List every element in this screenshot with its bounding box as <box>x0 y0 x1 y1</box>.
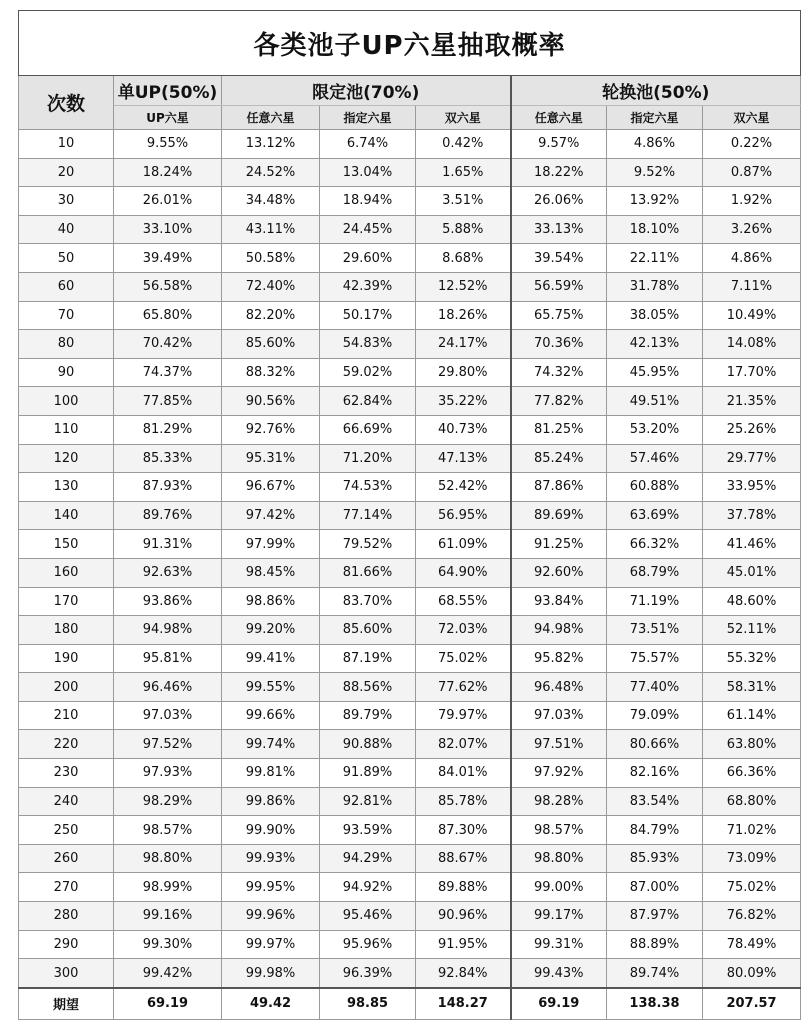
table-row <box>19 415 801 444</box>
probability-cell: 13.12% <box>222 130 320 159</box>
probability-cell: 98.57% <box>511 816 607 845</box>
probability-cell: 99.31% <box>511 930 607 959</box>
draw-count-cell: 280 <box>19 902 114 931</box>
probability-cell: 85.33% <box>114 444 222 473</box>
table-row <box>19 130 801 159</box>
table-title: 各类池子UP六星抽取概率 <box>19 11 801 76</box>
table-row <box>19 330 801 359</box>
probability-cell: 77.62% <box>416 673 511 702</box>
probability-cell: 85.24% <box>511 444 607 473</box>
table-row <box>19 844 801 873</box>
probability-cell: 78.49% <box>703 930 801 959</box>
probability-cell: 99.81% <box>222 759 320 788</box>
probability-cell: 39.54% <box>511 244 607 273</box>
probability-cell: 81.25% <box>511 415 607 444</box>
probability-cell: 53.20% <box>607 415 703 444</box>
expectation-value: 148.27 <box>416 988 511 1020</box>
probability-cell: 91.95% <box>416 930 511 959</box>
probability-cell: 12.52% <box>416 272 511 301</box>
draw-count-cell: 200 <box>19 673 114 702</box>
probability-cell: 87.93% <box>114 473 222 502</box>
probability-cell: 48.60% <box>703 587 801 616</box>
expectation-value: 98.85 <box>320 988 416 1020</box>
probability-cell: 9.55% <box>114 130 222 159</box>
table-body <box>19 130 801 988</box>
probability-cell: 99.86% <box>222 787 320 816</box>
probability-cell: 18.94% <box>320 187 416 216</box>
probability-cell: 72.03% <box>416 616 511 645</box>
probability-cell: 38.05% <box>607 301 703 330</box>
probability-cell: 0.22% <box>703 130 801 159</box>
column-header-limited-double: 双六星 <box>416 106 511 130</box>
expectation-value: 69.19 <box>511 988 607 1020</box>
draw-count-cell: 100 <box>19 387 114 416</box>
table-row <box>19 616 801 645</box>
probability-cell: 79.52% <box>320 530 416 559</box>
probability-cell: 47.13% <box>416 444 511 473</box>
draw-count-cell: 120 <box>19 444 114 473</box>
table-row <box>19 787 801 816</box>
probability-cell: 3.51% <box>416 187 511 216</box>
probability-cell: 99.95% <box>222 873 320 902</box>
probability-cell: 89.76% <box>114 501 222 530</box>
probability-cell: 65.80% <box>114 301 222 330</box>
probability-cell: 9.52% <box>607 158 703 187</box>
probability-cell: 98.80% <box>511 844 607 873</box>
probability-sheet <box>18 10 800 1020</box>
probability-cell: 83.70% <box>320 587 416 616</box>
probability-cell: 81.66% <box>320 558 416 587</box>
probability-cell: 26.01% <box>114 187 222 216</box>
probability-cell: 91.89% <box>320 759 416 788</box>
probability-cell: 75.02% <box>416 644 511 673</box>
probability-cell: 97.93% <box>114 759 222 788</box>
column-header-limited-specified: 指定六星 <box>320 106 416 130</box>
draw-count-cell: 190 <box>19 644 114 673</box>
probability-cell: 97.51% <box>511 730 607 759</box>
probability-cell: 63.69% <box>607 501 703 530</box>
probability-cell: 95.96% <box>320 930 416 959</box>
probability-cell: 17.70% <box>703 358 801 387</box>
probability-cell: 95.46% <box>320 902 416 931</box>
probability-cell: 98.80% <box>114 844 222 873</box>
probability-cell: 98.29% <box>114 787 222 816</box>
probability-cell: 75.57% <box>607 644 703 673</box>
probability-cell: 68.80% <box>703 787 801 816</box>
probability-cell: 56.95% <box>416 501 511 530</box>
draw-count-cell: 70 <box>19 301 114 330</box>
probability-cell: 96.46% <box>114 673 222 702</box>
probability-cell: 73.51% <box>607 616 703 645</box>
probability-cell: 89.79% <box>320 701 416 730</box>
probability-cell: 92.76% <box>222 415 320 444</box>
table-row <box>19 358 801 387</box>
expectation-value: 69.19 <box>114 988 222 1020</box>
probability-cell: 94.98% <box>511 616 607 645</box>
draw-count-cell: 290 <box>19 930 114 959</box>
probability-cell: 81.29% <box>114 415 222 444</box>
probability-cell: 70.36% <box>511 330 607 359</box>
table-row <box>19 387 801 416</box>
probability-cell: 42.39% <box>320 272 416 301</box>
probability-cell: 84.79% <box>607 816 703 845</box>
probability-cell: 97.99% <box>222 530 320 559</box>
probability-cell: 42.13% <box>607 330 703 359</box>
draw-count-cell: 210 <box>19 701 114 730</box>
probability-cell: 37.78% <box>703 501 801 530</box>
probability-cell: 68.79% <box>607 558 703 587</box>
table-row <box>19 644 801 673</box>
probability-cell: 99.17% <box>511 902 607 931</box>
probability-cell: 94.98% <box>114 616 222 645</box>
probability-cell: 99.97% <box>222 930 320 959</box>
table-row <box>19 158 801 187</box>
probability-cell: 65.75% <box>511 301 607 330</box>
probability-cell: 66.32% <box>607 530 703 559</box>
draw-count-cell: 40 <box>19 215 114 244</box>
table-row <box>19 959 801 988</box>
probability-cell: 98.99% <box>114 873 222 902</box>
table-row <box>19 558 801 587</box>
probability-cell: 31.78% <box>607 272 703 301</box>
probability-cell: 99.43% <box>511 959 607 988</box>
probability-cell: 87.97% <box>607 902 703 931</box>
probability-cell: 92.60% <box>511 558 607 587</box>
probability-cell: 18.22% <box>511 158 607 187</box>
probability-cell: 91.31% <box>114 530 222 559</box>
probability-cell: 95.81% <box>114 644 222 673</box>
probability-cell: 41.46% <box>703 530 801 559</box>
probability-cell: 82.07% <box>416 730 511 759</box>
draw-count-cell: 170 <box>19 587 114 616</box>
probability-cell: 99.30% <box>114 930 222 959</box>
probability-cell: 33.13% <box>511 215 607 244</box>
table-row <box>19 701 801 730</box>
draw-count-cell: 240 <box>19 787 114 816</box>
probability-cell: 97.92% <box>511 759 607 788</box>
probability-cell: 59.02% <box>320 358 416 387</box>
probability-cell: 39.49% <box>114 244 222 273</box>
probability-cell: 29.80% <box>416 358 511 387</box>
probability-cell: 56.58% <box>114 272 222 301</box>
probability-cell: 97.03% <box>114 701 222 730</box>
probability-cell: 71.19% <box>607 587 703 616</box>
probability-cell: 33.95% <box>703 473 801 502</box>
probability-cell: 96.39% <box>320 959 416 988</box>
probability-cell: 89.69% <box>511 501 607 530</box>
probability-cell: 88.89% <box>607 930 703 959</box>
probability-cell: 18.24% <box>114 158 222 187</box>
column-header-limited-any: 任意六星 <box>222 106 320 130</box>
probability-cell: 85.93% <box>607 844 703 873</box>
draw-count-cell: 130 <box>19 473 114 502</box>
column-header-rotation-any: 任意六星 <box>511 106 607 130</box>
probability-cell: 60.88% <box>607 473 703 502</box>
probability-cell: 87.00% <box>607 873 703 902</box>
table-row <box>19 215 801 244</box>
draw-count-cell: 160 <box>19 558 114 587</box>
probability-cell: 61.14% <box>703 701 801 730</box>
table-row <box>19 902 801 931</box>
probability-cell: 71.20% <box>320 444 416 473</box>
probability-cell: 99.98% <box>222 959 320 988</box>
probability-cell: 49.51% <box>607 387 703 416</box>
probability-cell: 7.11% <box>703 272 801 301</box>
probability-cell: 99.96% <box>222 902 320 931</box>
probability-cell: 98.86% <box>222 587 320 616</box>
probability-cell: 85.78% <box>416 787 511 816</box>
probability-cell: 80.09% <box>703 959 801 988</box>
probability-cell: 57.46% <box>607 444 703 473</box>
probability-cell: 68.55% <box>416 587 511 616</box>
table-row <box>19 930 801 959</box>
probability-cell: 99.41% <box>222 644 320 673</box>
probability-cell: 89.88% <box>416 873 511 902</box>
probability-cell: 83.54% <box>607 787 703 816</box>
probability-cell: 13.04% <box>320 158 416 187</box>
table-row <box>19 873 801 902</box>
probability-cell: 96.67% <box>222 473 320 502</box>
probability-cell: 79.09% <box>607 701 703 730</box>
probability-cell: 0.42% <box>416 130 511 159</box>
probability-cell: 74.37% <box>114 358 222 387</box>
probability-cell: 66.69% <box>320 415 416 444</box>
draw-count-cell: 250 <box>19 816 114 845</box>
expectation-value: 138.38 <box>607 988 703 1020</box>
draw-count-cell: 140 <box>19 501 114 530</box>
table-row <box>19 730 801 759</box>
probability-cell: 58.31% <box>703 673 801 702</box>
group-header-rotation: 轮换池(50%) <box>511 76 801 106</box>
probability-cell: 22.11% <box>607 244 703 273</box>
probability-cell: 90.56% <box>222 387 320 416</box>
probability-cell: 99.20% <box>222 616 320 645</box>
probability-cell: 26.06% <box>511 187 607 216</box>
probability-cell: 50.17% <box>320 301 416 330</box>
group-header-limited: 限定池(70%) <box>222 76 511 106</box>
probability-cell: 77.14% <box>320 501 416 530</box>
probability-cell: 4.86% <box>607 130 703 159</box>
probability-cell: 6.74% <box>320 130 416 159</box>
table-row <box>19 501 801 530</box>
probability-cell: 88.56% <box>320 673 416 702</box>
probability-cell: 4.86% <box>703 244 801 273</box>
probability-cell: 80.66% <box>607 730 703 759</box>
probability-cell: 71.02% <box>703 816 801 845</box>
probability-cell: 62.84% <box>320 387 416 416</box>
group-header-single: 单UP(50%) <box>114 76 222 106</box>
expectation-label: 期望 <box>19 988 114 1020</box>
column-header-single-up: UP六星 <box>114 106 222 130</box>
table-row <box>19 673 801 702</box>
probability-cell: 24.52% <box>222 158 320 187</box>
probability-cell: 50.58% <box>222 244 320 273</box>
probability-cell: 95.31% <box>222 444 320 473</box>
probability-cell: 99.90% <box>222 816 320 845</box>
draw-count-cell: 30 <box>19 187 114 216</box>
draw-count-cell: 220 <box>19 730 114 759</box>
probability-cell: 93.86% <box>114 587 222 616</box>
probability-cell: 99.66% <box>222 701 320 730</box>
draw-count-cell: 80 <box>19 330 114 359</box>
probability-cell: 77.40% <box>607 673 703 702</box>
probability-table <box>18 10 801 1020</box>
probability-cell: 77.85% <box>114 387 222 416</box>
probability-cell: 45.01% <box>703 558 801 587</box>
probability-cell: 29.77% <box>703 444 801 473</box>
probability-cell: 92.84% <box>416 959 511 988</box>
probability-cell: 24.17% <box>416 330 511 359</box>
table-row <box>19 244 801 273</box>
probability-cell: 93.84% <box>511 587 607 616</box>
probability-cell: 88.67% <box>416 844 511 873</box>
probability-cell: 54.83% <box>320 330 416 359</box>
probability-cell: 61.09% <box>416 530 511 559</box>
probability-cell: 29.60% <box>320 244 416 273</box>
probability-cell: 97.52% <box>114 730 222 759</box>
probability-cell: 25.26% <box>703 415 801 444</box>
probability-cell: 99.16% <box>114 902 222 931</box>
probability-cell: 74.32% <box>511 358 607 387</box>
table-row <box>19 473 801 502</box>
draw-count-cell: 60 <box>19 272 114 301</box>
probability-cell: 18.10% <box>607 215 703 244</box>
count-header: 次数 <box>19 76 114 130</box>
draw-count-cell: 230 <box>19 759 114 788</box>
probability-cell: 93.59% <box>320 816 416 845</box>
probability-cell: 94.92% <box>320 873 416 902</box>
probability-cell: 99.55% <box>222 673 320 702</box>
probability-cell: 64.90% <box>416 558 511 587</box>
probability-cell: 99.74% <box>222 730 320 759</box>
probability-cell: 10.49% <box>703 301 801 330</box>
probability-cell: 9.57% <box>511 130 607 159</box>
probability-cell: 40.73% <box>416 415 511 444</box>
probability-cell: 98.45% <box>222 558 320 587</box>
probability-cell: 99.00% <box>511 873 607 902</box>
table-row <box>19 530 801 559</box>
probability-cell: 52.42% <box>416 473 511 502</box>
expectation-row <box>19 988 801 1020</box>
table-row <box>19 759 801 788</box>
probability-cell: 13.92% <box>607 187 703 216</box>
draw-count-cell: 20 <box>19 158 114 187</box>
table-row <box>19 301 801 330</box>
probability-cell: 1.65% <box>416 158 511 187</box>
table-row <box>19 816 801 845</box>
expectation-value: 207.57 <box>703 988 801 1020</box>
probability-cell: 87.19% <box>320 644 416 673</box>
probability-cell: 95.82% <box>511 644 607 673</box>
expectation-value: 49.42 <box>222 988 320 1020</box>
probability-cell: 43.11% <box>222 215 320 244</box>
probability-cell: 98.57% <box>114 816 222 845</box>
probability-cell: 92.63% <box>114 558 222 587</box>
probability-cell: 1.92% <box>703 187 801 216</box>
probability-cell: 55.32% <box>703 644 801 673</box>
probability-cell: 0.87% <box>703 158 801 187</box>
probability-cell: 77.82% <box>511 387 607 416</box>
probability-cell: 97.03% <box>511 701 607 730</box>
column-header-rotation-double: 双六星 <box>703 106 801 130</box>
probability-cell: 99.93% <box>222 844 320 873</box>
probability-cell: 88.32% <box>222 358 320 387</box>
probability-cell: 90.88% <box>320 730 416 759</box>
probability-cell: 14.08% <box>703 330 801 359</box>
probability-cell: 85.60% <box>222 330 320 359</box>
probability-cell: 8.68% <box>416 244 511 273</box>
draw-count-cell: 110 <box>19 415 114 444</box>
draw-count-cell: 260 <box>19 844 114 873</box>
probability-cell: 66.36% <box>703 759 801 788</box>
draw-count-cell: 10 <box>19 130 114 159</box>
probability-cell: 94.29% <box>320 844 416 873</box>
probability-cell: 35.22% <box>416 387 511 416</box>
probability-cell: 52.11% <box>703 616 801 645</box>
draw-count-cell: 300 <box>19 959 114 988</box>
probability-cell: 70.42% <box>114 330 222 359</box>
draw-count-cell: 150 <box>19 530 114 559</box>
probability-cell: 73.09% <box>703 844 801 873</box>
probability-cell: 56.59% <box>511 272 607 301</box>
probability-cell: 5.88% <box>416 215 511 244</box>
probability-cell: 96.48% <box>511 673 607 702</box>
probability-cell: 63.80% <box>703 730 801 759</box>
probability-cell: 3.26% <box>703 215 801 244</box>
probability-cell: 84.01% <box>416 759 511 788</box>
probability-cell: 79.97% <box>416 701 511 730</box>
probability-cell: 89.74% <box>607 959 703 988</box>
probability-cell: 82.20% <box>222 301 320 330</box>
probability-cell: 97.42% <box>222 501 320 530</box>
probability-cell: 33.10% <box>114 215 222 244</box>
probability-cell: 82.16% <box>607 759 703 788</box>
probability-cell: 34.48% <box>222 187 320 216</box>
probability-cell: 87.86% <box>511 473 607 502</box>
table-row <box>19 187 801 216</box>
probability-cell: 90.96% <box>416 902 511 931</box>
column-header-rotation-specified: 指定六星 <box>607 106 703 130</box>
probability-cell: 18.26% <box>416 301 511 330</box>
table-row <box>19 272 801 301</box>
draw-count-cell: 180 <box>19 616 114 645</box>
probability-cell: 99.42% <box>114 959 222 988</box>
probability-cell: 85.60% <box>320 616 416 645</box>
probability-cell: 87.30% <box>416 816 511 845</box>
probability-cell: 91.25% <box>511 530 607 559</box>
probability-cell: 92.81% <box>320 787 416 816</box>
probability-cell: 24.45% <box>320 215 416 244</box>
table-row <box>19 444 801 473</box>
draw-count-cell: 50 <box>19 244 114 273</box>
draw-count-cell: 90 <box>19 358 114 387</box>
table-row <box>19 587 801 616</box>
draw-count-cell: 270 <box>19 873 114 902</box>
probability-cell: 76.82% <box>703 902 801 931</box>
probability-cell: 98.28% <box>511 787 607 816</box>
probability-cell: 45.95% <box>607 358 703 387</box>
probability-cell: 72.40% <box>222 272 320 301</box>
probability-cell: 21.35% <box>703 387 801 416</box>
probability-cell: 75.02% <box>703 873 801 902</box>
probability-cell: 74.53% <box>320 473 416 502</box>
